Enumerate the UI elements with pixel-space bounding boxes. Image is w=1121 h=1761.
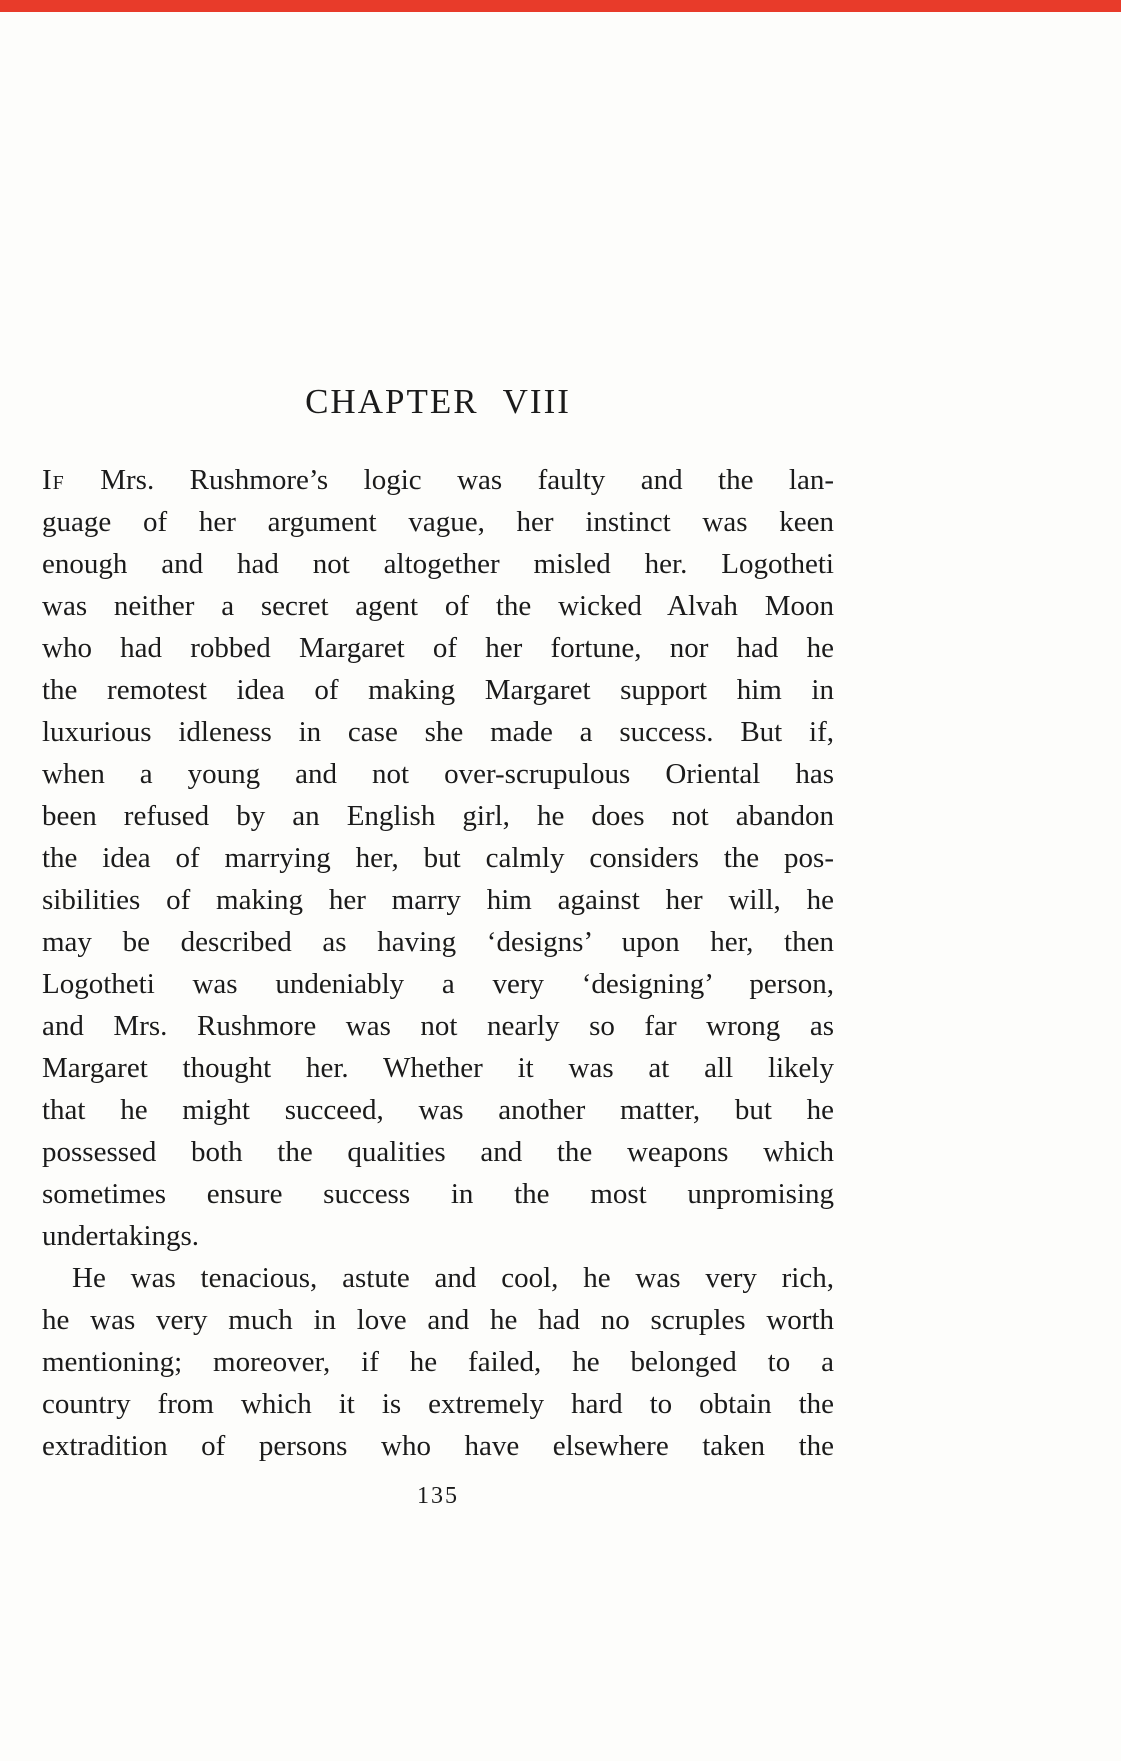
text-line: Margaret thought her. Whether it was at all likely [42,1052,834,1084]
paragraph-2 [42,1257,834,1467]
paragraph-1 [42,459,834,1257]
text-line: may be described as having ‘designs’ upon her, then [42,926,834,958]
text-line: who had robbed Margaret of her fortune, nor had he [42,632,834,664]
text-line: and Mrs. Rushmore was not nearly so far wrong as [42,1010,834,1042]
lead-word-smallcaps: If [42,464,65,496]
text-line: extradition of persons who have elsewhere taken the [42,1430,834,1462]
chapter-heading: CHAPTER VIII [305,382,571,421]
text-line: Logotheti was undeniably a very ‘designing’ person, [42,968,834,1000]
text-line: he was very much in love and he had no scruples worth [42,1304,834,1336]
text-line: sometimes ensure success in the most unpromising [42,1178,834,1210]
text-line: He was tenacious, astute and cool, he was very rich, [72,1262,834,1294]
text-line: mentioning; moreover, if he failed, he belonged to a [42,1346,834,1378]
page-content [42,0,834,1510]
text-line: enough and had not altogether misled her. Logotheti [42,548,834,580]
body-text [42,459,834,1467]
text-line: undertakings. [42,1220,200,1252]
text-line: when a young and not over-scrupulous Oriental has [42,758,834,790]
text-line-rest: Mrs. Rushmore’s logic was faulty and the lan- [100,464,835,496]
text-line: the remotest idea of making Margaret support him in [42,674,834,706]
text-line: country from which it is extremely hard to obtain the [42,1388,834,1420]
text-line: guage of her argument vague, her instinct was keen [42,506,834,538]
text-line: the idea of marrying her, but calmly considers the pos- [42,842,834,874]
text-line: sibilities of making her marry him against her will, he [42,884,834,916]
text-line: was neither a secret agent of the wicked Alvah Moon [42,590,834,622]
page-number: 135 [417,1483,459,1509]
text-line: luxurious idleness in case she made a success. But if, [42,716,834,748]
text-line: possessed both the qualities and the weapons which [42,1136,834,1168]
text-line [42,459,834,501]
text-line: that he might succeed, was another matter, but he [42,1094,834,1126]
text-line: been refused by an English girl, he does not abandon [42,800,834,832]
